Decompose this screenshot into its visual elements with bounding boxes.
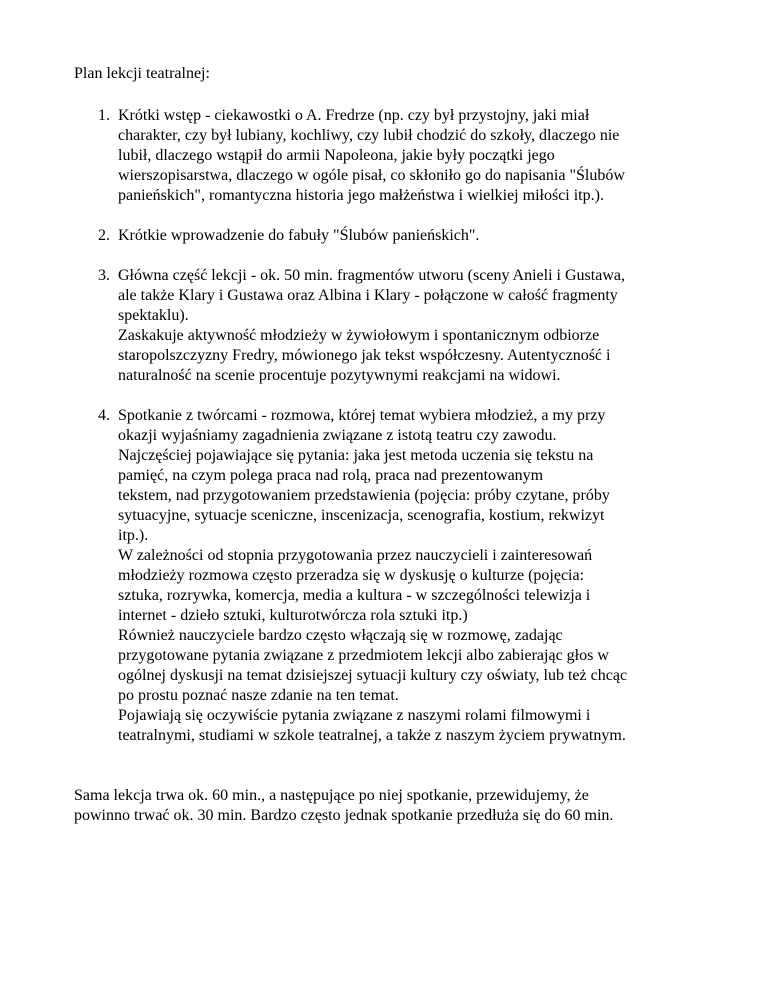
document-title: Plan lekcji teatralnej:	[74, 65, 210, 82]
list-item-text-line: panieńskich", romantyczna historia jego małżeństwa i wielkiej miłości itp.).	[118, 187, 604, 204]
list-item-text-line: Krótkie wprowadzenie do fabuły "Ślubów panieńskich".	[118, 227, 480, 244]
list-item-text-line: teatralnymi, studiami w szkole teatralnej, a także z naszym życiem prywatnym.	[118, 727, 626, 744]
list-item-text-line: tekstem, nad przygotowaniem przedstawienia (pojęcia: próby czytane, próby	[118, 487, 610, 504]
list-item-text-line: Najczęściej pojawiające się pytania: jaka jest metoda uczenia się tekstu na	[118, 447, 594, 464]
list-item	[74, 406, 714, 746]
list-item-text-line: charakter, czy był lubiany, kochliwy, czy lubił chodzić do szkoły, dlaczego nie	[118, 127, 620, 144]
list-item-text-line: Główna część lekcji - ok. 50 min. fragmentów utworu (sceny Anieli i Gustawa,	[118, 267, 625, 284]
list-item-text-line: Zaskakuje aktywność młodzieży w żywiołowym i spontanicznym odbiorze	[118, 327, 600, 344]
list-item-text-line: ogólnej dyskusji na temat dzisiejszej sytuacji kultury czy oświaty, lub też chcąc	[118, 667, 628, 684]
list-item-text-line: itp.).	[118, 527, 149, 544]
list-item-text-line: staropolszczyzny Fredry, mówionego jak tekst współczesny. Autentyczność i	[118, 347, 611, 364]
document-page	[74, 64, 714, 842]
list-item-text-line: Spotkanie z twórcami - rozmowa, której temat wybiera młodzież, a my przy	[118, 407, 606, 424]
list-item	[74, 226, 714, 246]
list-item-text-line: naturalność na scenie procentuje pozytywnymi reakcjami na widowi.	[118, 367, 561, 384]
list-item-text-line: W zależności od stopnia przygotowania przez nauczycieli i zainteresowań	[118, 547, 593, 564]
list-item-text-line: po prostu poznać nasze zdanie na ten temat.	[118, 687, 399, 704]
list-item	[74, 266, 714, 386]
list-item-number: 4.	[98, 407, 110, 424]
closing-text-line: Sama lekcja trwa ok. 60 min., a następujące po niej spotkanie, przewidujemy, że	[74, 787, 589, 804]
list-item-number: 1.	[98, 107, 110, 124]
list-item-text-line: Krótki wstęp - ciekawostki o A. Fredrze (np. czy był przystojny, jaki miał	[118, 107, 590, 124]
list-item-text-line: okazji wyjaśniamy zagadnienia związane z istotą teatru czy zawodu.	[118, 427, 557, 444]
list-item-number: 2.	[98, 227, 110, 244]
list-item-text-line: młodzieży rozmowa często przeradza się w dyskusję o kulturze (pojęcia:	[118, 567, 585, 584]
list-item-text-line: lubił, dlaczego wstąpił do armii Napoleona, jakie były początki jego	[118, 147, 555, 164]
list-item-text-line: przygotowane pytania związane z przedmiotem lekcji albo zabierając głos w	[118, 647, 609, 664]
list-item-text-line: internet - dzieło sztuki, kulturotwórcza rola sztuki itp.)	[118, 607, 468, 624]
list-item-text-line: ale także Klary i Gustawa oraz Albina i Klary - połączone w całość fragmenty	[118, 287, 618, 304]
list-item-text-line: Również nauczyciele bardzo często włączają się w rozmowę, zadając	[118, 627, 563, 644]
closing-paragraph	[74, 786, 714, 826]
list-item-number: 3.	[98, 267, 110, 284]
list-item-text-line: wierszopisarstwa, dlaczego w ogóle pisał, co skłoniło go do napisania "Ślubów	[118, 167, 625, 184]
closing-text-line: powinno trwać ok. 30 min. Bardzo często jednak spotkanie przedłuża się do 60 min.	[74, 807, 614, 824]
list-item-text-line: sztuka, rozrywka, komercja, media a kultura - w szczególności telewizja i	[118, 587, 591, 604]
lesson-plan-list	[74, 106, 714, 746]
list-item-text-line: pamięć, na czym polega praca nad rolą, praca nad prezentowanym	[118, 467, 544, 484]
list-item-text-line: spektaklu).	[118, 307, 189, 324]
list-item-text-line: sytuacyjne, sytuacje sceniczne, inscenizacja, scenografia, kostium, rekwizyt	[118, 507, 605, 524]
list-item-text-line: Pojawiają się oczywiście pytania związane z naszymi rolami filmowymi i	[118, 707, 591, 724]
list-item	[74, 106, 714, 206]
